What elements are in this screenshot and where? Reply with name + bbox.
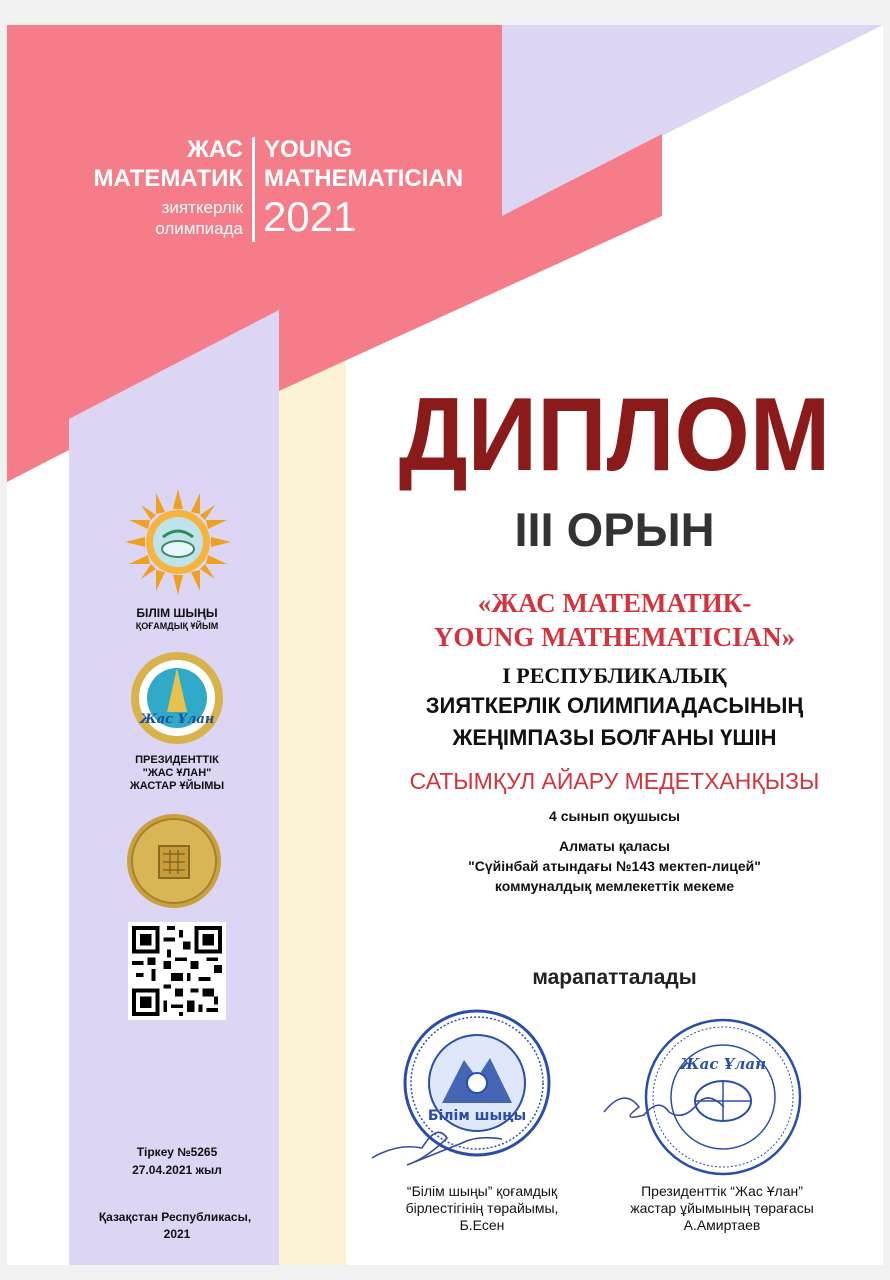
org2-name-line3: ЖАСТАР ҰЙЫМЫ xyxy=(129,780,225,792)
zhas-ulan-logo-text: Жас Ұлан xyxy=(139,712,215,727)
signer-right-line2: жастар ұйымының төрағасы xyxy=(630,1200,814,1216)
logo-en-line1: YOUNG xyxy=(264,136,353,163)
reason-line1: ЗИЯТКЕРЛІК ОЛИМПИАДАСЫНЫҢ xyxy=(425,693,804,718)
org2-name-line1: ПРЕЗИДЕНТТІК xyxy=(135,754,219,766)
org2-name-line2: "ЖАС ҰЛАН" xyxy=(142,767,212,779)
place-label: III ОРЫН xyxy=(514,503,715,556)
recipient-grade: 4 сынып оқушысы xyxy=(549,808,680,824)
logo-kz-line4: олимпиада xyxy=(155,219,243,238)
stamp-right-text: Жас Ұлан xyxy=(679,1055,767,1073)
diploma-title: ДИПЛОМ xyxy=(398,377,831,493)
republic-line: І РЕСПУБЛИКАЛЫҚ xyxy=(502,663,727,688)
recipient-school: "Сүйінбай атындағы №143 мектеп-лицей" xyxy=(468,858,761,874)
recipient-name: САТЫМҚУЛ АЙАРУ МЕДЕТХАНҚЫЗЫ xyxy=(409,768,820,794)
gold-medal-icon xyxy=(125,812,223,910)
logo-kz-line2: МАТЕМАТИК xyxy=(93,165,243,192)
cream-stripe xyxy=(279,345,346,1265)
logo-divider xyxy=(252,137,255,242)
signature-icon xyxy=(367,1113,507,1173)
logo-kz-line3: зияткерлік xyxy=(161,198,243,217)
signer-right-line1: Президенттік “Жас Ұлан” xyxy=(641,1183,803,1199)
sun-emblem-icon xyxy=(123,487,233,597)
country-year: 2021 xyxy=(163,1227,191,1241)
recipient-city: Алматы қаласы xyxy=(559,838,670,854)
registration-number: Тіркеу №5265 xyxy=(136,1145,218,1159)
olympiad-name-line2: YOUNG MATHEMATICIAN» xyxy=(433,622,796,652)
awarded-label: марапатталады xyxy=(532,966,697,989)
signer-right-name: А.Амиртаев xyxy=(683,1217,761,1233)
qr-code-icon xyxy=(127,922,227,1020)
zhas-ulan-emblem-icon xyxy=(129,650,225,746)
org1-name-line2: ҚОҒАМДЫҚ ҰЙЫМ xyxy=(135,621,219,631)
recipient-school-type: коммуналдық мемлекеттік мекеме xyxy=(494,878,735,894)
diploma-page xyxy=(7,25,883,1265)
signer-left-line1: “Білім шыңы” қоғамдық xyxy=(406,1183,558,1199)
olympiad-name-line1: «ЖАС МАТЕМАТИК- xyxy=(477,588,752,618)
signer-left-name: Б.Есен xyxy=(459,1217,505,1233)
logo-kz-line1: ЖАС xyxy=(187,136,243,163)
signature-icon xyxy=(599,1077,729,1137)
logo-year: 2021 xyxy=(263,193,357,240)
signer-left-line2: бірлестігінің төрайымы, xyxy=(405,1200,559,1216)
logo-en-line2: MATHEMATICIAN xyxy=(264,165,464,192)
country-line: Қазақстан Республикасы, xyxy=(98,1210,252,1224)
reason-line2: ЖЕҢІМПАЗЫ БОЛҒАНЫ ҮШІН xyxy=(452,725,777,750)
org1-name-line1: БІЛІМ ШЫҢЫ xyxy=(136,606,218,620)
stamp-left-text: Білім шыңы xyxy=(427,1108,527,1124)
registration-date: 27.04.2021 жыл xyxy=(132,1163,222,1177)
